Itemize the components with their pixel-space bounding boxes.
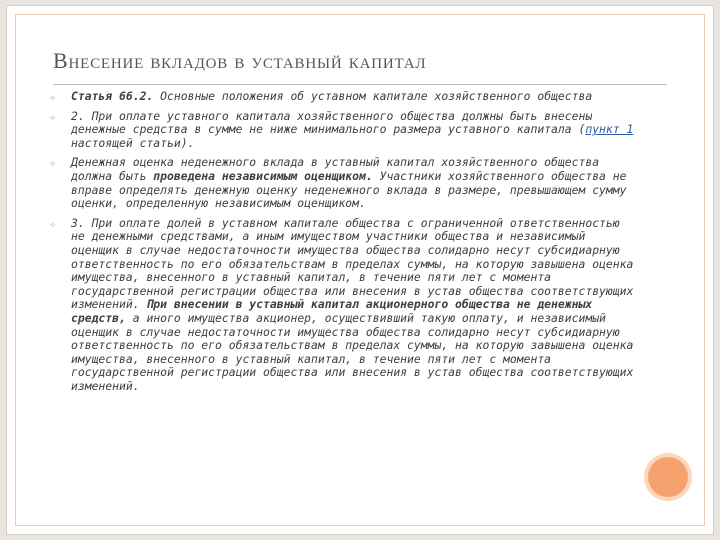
article-heading: Основные положения об уставном капитале хозяйственного общества <box>153 89 593 103</box>
orange-circle-icon <box>648 457 688 497</box>
item-text-end: Участники хозяйственного общества не вправе определять денежную оценку неденежного вклада в размере, превышающем сумму оценки, определенную независимым оценщиком. <box>71 168 627 211</box>
slide-title: Внесение вкладов в уставный капитал <box>53 48 427 73</box>
slide <box>6 5 714 535</box>
item-text: 3. При оплате долей в уставном капитале общества с ограниченной ответственностью не денежными средствами, а иным имуществом участники общества и независимый оценщик в случае недостаточности имущества общества солидарно несут субсидиарную ответственность по его обязательствам в пределах суммы, на которую завышена оценка имущества, внесенного в уставный капитал, в течение пяти лет с момента государственной регистрации общества или внесения в устав общества соответствующих изменений. <box>71 215 634 312</box>
item-emphasis: проведена независимым оценщиком. <box>153 168 373 183</box>
list-item <box>49 90 639 104</box>
bullet-list <box>49 90 639 399</box>
title-divider <box>53 84 667 85</box>
paragraph-link[interactable]: пункт 1 <box>585 122 634 137</box>
bullet-ring-icon: ✧ <box>49 90 57 104</box>
bullet-ring-icon: ✧ <box>49 216 57 231</box>
list-item <box>49 156 639 210</box>
item-text: Денежная оценка неденежного вклада в уставный капитал хозяйственного общества должна быть <box>71 155 600 183</box>
item-text-end: настоящей статьи). <box>71 135 195 150</box>
bullet-ring-icon: ✧ <box>49 109 57 124</box>
item-text: 2. При оплате уставного капитала хозяйственного общества должны быть внесены денежные средства в сумме не ниже минимального размера уставного капитала ( <box>71 108 593 137</box>
item-text-end: а иного имущества акционер, осуществивший такую оплату, и независимый оценщик в случае недостаточности имущества общества солидарно несут субсидиарную ответственность по его обязательствам в пределах суммы, на которую завышена оценка имущества, внесенного в уставный капитал, в течение пяти лет с момента государственной регистрации общества или внесения в устав общества соответствующих изменений. <box>71 310 634 393</box>
article-number: Статья 66.2. <box>71 89 154 103</box>
bullet-ring-icon: ✧ <box>49 156 57 171</box>
list-item <box>49 217 639 394</box>
list-item <box>49 110 639 151</box>
item-emphasis: При внесении в уставный капитал акционерного общества не денежных средств, <box>71 297 593 325</box>
